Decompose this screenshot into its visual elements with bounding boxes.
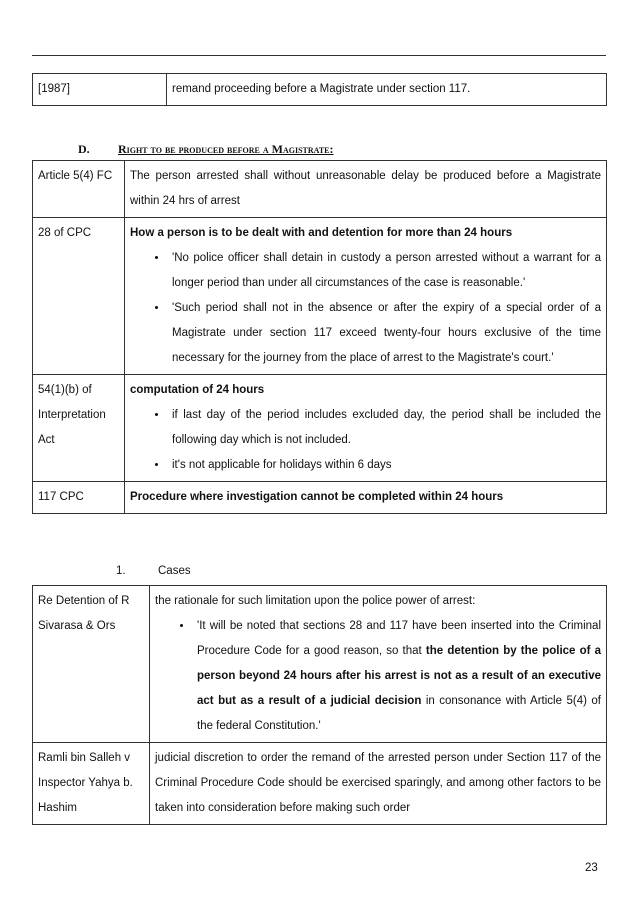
table-cell: [33, 743, 150, 825]
table-cell: [125, 375, 607, 482]
table-row: [33, 586, 607, 743]
table-cell: [33, 375, 125, 482]
bullet-list: [130, 403, 601, 478]
table-cell: 117 CPC: [33, 482, 125, 514]
section-title: Right to be produced before a Magistrate:: [118, 142, 334, 156]
table-row: [33, 161, 607, 218]
table-cell: [125, 218, 607, 375]
cell-heading: How a person is to be dealt with and detention for more than 24 hours: [130, 227, 513, 239]
cell-line: Sivarasa & Ors: [38, 620, 116, 632]
table-cell: 28 of CPC: [33, 218, 125, 375]
list-item: • if last day of the period includes excluded day, the period shall be included the following day which is not included.: [168, 403, 601, 453]
cases-heading: [116, 565, 191, 577]
table-cell: Procedure where investigation cannot be completed within 24 hours: [125, 482, 607, 514]
table-cell: [33, 586, 150, 743]
top-rule: [32, 55, 606, 56]
cell-line: Act: [38, 434, 55, 446]
cell-heading: computation of 24 hours: [130, 384, 265, 396]
bullet-list: [155, 614, 601, 739]
cell-line: Re Detention of R: [38, 595, 130, 607]
table-row: [33, 482, 607, 514]
bullet-list: [130, 246, 601, 371]
cell-intro: the rationale for such limitation upon the police power of arrest:: [155, 595, 476, 607]
list-item: • 'Such period shall not in the absence or after the expiry of a special order of a Magistrate under section 117 exceed twenty-four hours exclusive of the time necessary for the journey from the place of arrest to the Magistrate's court.': [168, 296, 601, 371]
top-table: [32, 73, 607, 106]
cases-number: 1.: [116, 565, 126, 577]
table-cell: judicial discretion to order the remand of the arrested person under Section 117 of the Criminal Procedure Code should be exercised sparingly, and among other factors to be taken into consideration before making such order: [150, 743, 607, 825]
cell-line: Hashim: [38, 802, 77, 814]
quote-emphasis: the detention by the police of a person beyond 24 hours after his arrest is not as a result of an executive act but as a result of a judicial decision: [197, 645, 601, 707]
table-row: [33, 74, 607, 106]
cell-line: Ramli bin Salleh v: [38, 752, 131, 764]
table-row: [33, 375, 607, 482]
table-cell: Article 5(4) FC: [33, 161, 125, 218]
table-cell: remand proceeding before a Magistrate under section 117.: [167, 74, 607, 106]
table-cell: [1987]: [33, 74, 167, 106]
cases-label: Cases: [158, 565, 191, 577]
cell-line: 54(1)(b) of: [38, 384, 92, 396]
section-heading: [78, 142, 334, 157]
quote-text: in consonance with Article 5(4) of the federal Constitution.': [197, 695, 602, 732]
rights-table: [32, 160, 607, 514]
table-row: [33, 218, 607, 375]
cell-line: Inspector Yahya b.: [38, 777, 133, 789]
list-item: [193, 614, 601, 739]
section-letter: D.: [78, 142, 90, 156]
quote-text: 'It will be noted that sections 28 and 117 have been inserted into the Criminal Procedure Code for a good reason, so that: [197, 620, 601, 657]
page-number: 23: [585, 862, 598, 874]
list-item: • it's not applicable for holidays within 6 days: [168, 453, 601, 478]
cases-table: [32, 585, 607, 825]
cell-line: Interpretation: [38, 409, 106, 421]
table-cell: [150, 586, 607, 743]
list-item: • 'No police officer shall detain in custody a person arrested without a warrant for a longer period than under all circumstances of the case is reasonable.': [168, 246, 601, 296]
table-cell: The person arrested shall without unreasonable delay be produced before a Magistrate within 24 hrs of arrest: [125, 161, 607, 218]
table-row: [33, 743, 607, 825]
